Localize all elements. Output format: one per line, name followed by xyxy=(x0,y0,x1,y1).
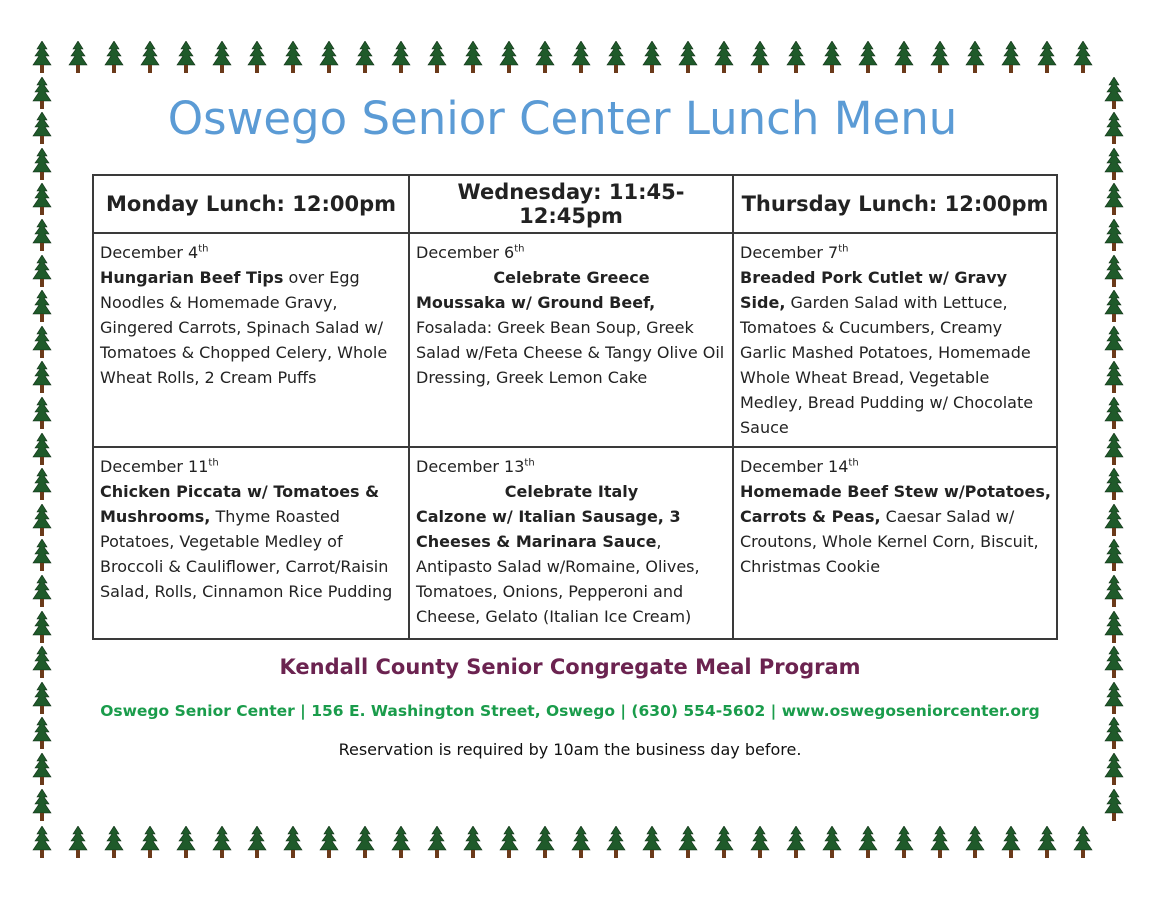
pine-tree-icon xyxy=(930,41,950,75)
menu-cell xyxy=(93,233,409,447)
pine-tree-icon xyxy=(606,826,626,860)
pine-tree-icon xyxy=(678,826,698,860)
pine-tree-icon xyxy=(535,826,555,860)
pine-tree-icon xyxy=(68,41,88,75)
pine-tree-icon xyxy=(68,826,88,860)
pine-tree-icon xyxy=(463,826,483,860)
pine-tree-icon xyxy=(247,826,267,860)
pine-tree-icon xyxy=(894,41,914,75)
pine-tree-icon xyxy=(32,504,52,538)
pine-tree-icon xyxy=(32,148,52,182)
pine-tree-icon xyxy=(1037,41,1057,75)
pine-tree-icon xyxy=(642,41,662,75)
pine-tree-icon xyxy=(32,219,52,253)
pine-tree-icon xyxy=(930,826,950,860)
cell-sides: Garden Salad with Lettuce, Tomatoes & Cucumbers, Creamy Garlic Mashed Potatoes, Homemade Whole Wheat Bread, Vegetable Medley, Bread Pudding w/ Chocolate Sauce xyxy=(740,293,1034,437)
pine-tree-icon xyxy=(391,41,411,75)
cell-main-dish: Breaded Pork Cutlet w/ Gravy Side, xyxy=(740,268,1008,312)
pine-tree-icon xyxy=(32,397,52,431)
pine-tree-icon xyxy=(1001,826,1021,860)
pine-tree-icon xyxy=(1073,41,1093,75)
pine-tree-icon xyxy=(535,41,555,75)
pine-tree-icon xyxy=(1104,183,1124,217)
pine-tree-icon xyxy=(1104,539,1124,573)
cell-theme: Celebrate Greece xyxy=(493,268,650,287)
pine-tree-icon xyxy=(32,789,52,823)
pine-tree-icon xyxy=(1001,41,1021,75)
pine-tree-icon xyxy=(858,41,878,75)
pine-tree-icon xyxy=(32,361,52,395)
pine-tree-icon xyxy=(1073,826,1093,860)
table-row xyxy=(93,233,1057,447)
pine-tree-icon xyxy=(786,826,806,860)
pine-tree-icon xyxy=(32,826,52,860)
page-title: Oswego Senior Center Lunch Menu xyxy=(167,92,958,145)
cell-sides: over Egg Noodles & Homemade Gravy, Gingered Carrots, Spinach Salad w/ Tomatoes & Chopped Celery, Whole Wheat Rolls, 2 Cream Puffs xyxy=(100,268,388,387)
cell-main-dish: Moussaka w/ Ground Beef, xyxy=(416,293,656,312)
pine-tree-icon xyxy=(140,41,160,75)
pine-tree-icon xyxy=(283,826,303,860)
pine-tree-icon xyxy=(212,826,232,860)
pine-tree-icon xyxy=(642,826,662,860)
cell-date: December 4th xyxy=(100,243,209,262)
cell-main-dish: Hungarian Beef Tips xyxy=(100,268,284,287)
pine-tree-icon xyxy=(355,41,375,75)
reservation-note: Reservation is required by 10am the business day before. xyxy=(338,740,802,759)
table-row xyxy=(93,447,1057,639)
pine-tree-icon xyxy=(894,826,914,860)
cell-date: December 7th xyxy=(740,243,849,262)
pine-tree-icon xyxy=(499,826,519,860)
pine-tree-icon xyxy=(1104,255,1124,289)
cell-main-dish: Homemade Beef Stew w/Potatoes, Carrots & Peas, xyxy=(740,482,1051,526)
cell-sides: Thyme Roasted Potatoes, Vegetable Medley of Broccoli & Cauliflower, Carrot/Raisin Salad, Rolls, Cinnamon Rice Pudding xyxy=(100,507,393,601)
cell-date: December 11th xyxy=(100,457,219,476)
pine-tree-icon xyxy=(32,468,52,502)
pine-tree-icon xyxy=(104,826,124,860)
pine-tree-icon xyxy=(140,826,160,860)
pine-tree-icon xyxy=(499,41,519,75)
pine-tree-icon xyxy=(1104,290,1124,324)
menu-cell xyxy=(733,447,1057,639)
pine-tree-icon xyxy=(283,41,303,75)
pine-tree-icon xyxy=(176,826,196,860)
pine-tree-icon xyxy=(750,41,770,75)
menu-cell xyxy=(409,447,733,639)
cell-main-dish: Calzone w/ Italian Sausage, 3 Cheeses & Marinara Sauce xyxy=(416,507,681,551)
pine-tree-icon xyxy=(32,611,52,645)
pine-tree-icon xyxy=(319,41,339,75)
cell-date: December 13th xyxy=(416,457,535,476)
header-thursday: Thursday Lunch: 12:00pm xyxy=(733,175,1057,233)
pine-tree-icon xyxy=(1104,433,1124,467)
pine-tree-icon xyxy=(427,826,447,860)
pine-tree-icon xyxy=(1104,575,1124,609)
pine-tree-icon xyxy=(176,41,196,75)
cell-sides: , Antipasto Salad w/Romaine, Olives, Tomatoes, Onions, Pepperoni and Cheese, Gelato (Italian Ice Cream) xyxy=(416,532,700,626)
pine-tree-icon xyxy=(786,41,806,75)
pine-tree-icon xyxy=(606,41,626,75)
pine-tree-icon xyxy=(463,41,483,75)
menu-cell xyxy=(409,233,733,447)
pine-tree-icon xyxy=(1104,148,1124,182)
header-row xyxy=(93,175,1057,233)
pine-tree-icon xyxy=(32,41,52,75)
pine-tree-icon xyxy=(678,41,698,75)
pine-tree-icon xyxy=(391,826,411,860)
pine-tree-icon xyxy=(571,826,591,860)
pine-tree-icon xyxy=(32,326,52,360)
pine-tree-icon xyxy=(822,41,842,75)
cell-date: December 14th xyxy=(740,457,859,476)
header-wednesday: Wednesday: 11:45-12:45pm xyxy=(409,175,733,233)
pine-tree-icon xyxy=(1104,361,1124,395)
pine-tree-icon xyxy=(1104,397,1124,431)
cell-main-dish: Chicken Piccata w/ Tomatoes & Mushrooms, xyxy=(100,482,380,526)
pine-tree-icon xyxy=(750,826,770,860)
pine-tree-icon xyxy=(247,41,267,75)
pine-tree-icon xyxy=(1104,326,1124,360)
menu-cell xyxy=(93,447,409,639)
pine-tree-icon xyxy=(104,41,124,75)
pine-tree-icon xyxy=(32,433,52,467)
header-monday: Monday Lunch: 12:00pm xyxy=(93,175,409,233)
pine-tree-icon xyxy=(965,826,985,860)
lunch-menu-table xyxy=(92,174,1058,640)
pine-tree-icon xyxy=(32,575,52,609)
pine-tree-icon xyxy=(32,255,52,289)
pine-tree-icon xyxy=(427,41,447,75)
pine-tree-icon xyxy=(965,41,985,75)
pine-tree-icon xyxy=(212,41,232,75)
pine-tree-icon xyxy=(1104,789,1124,823)
pine-tree-icon xyxy=(32,539,52,573)
pine-tree-icon xyxy=(714,826,734,860)
pine-tree-icon xyxy=(1104,219,1124,253)
contact-line: Oswego Senior Center | 156 E. Washington Street, Oswego | (630) 554-5602 | www.oswegoseniorcenter.org xyxy=(100,702,1040,720)
cell-sides: Caesar Salad w/ Croutons, Whole Kernel Corn, Biscuit, Christmas Cookie xyxy=(740,507,1039,576)
pine-tree-icon xyxy=(714,41,734,75)
cell-theme: Celebrate Italy xyxy=(504,482,639,501)
program-name: Kendall County Senior Congregate Meal Program xyxy=(279,655,861,679)
pine-tree-icon xyxy=(355,826,375,860)
cell-sides: Fosalada: Greek Bean Soup, Greek Salad w/Feta Cheese & Tangy Olive Oil Dressing, Greek Lemon Cake xyxy=(416,318,725,387)
pine-tree-icon xyxy=(571,41,591,75)
pine-tree-icon xyxy=(858,826,878,860)
pine-tree-icon xyxy=(1104,468,1124,502)
pine-tree-icon xyxy=(1037,826,1057,860)
pine-tree-icon xyxy=(32,183,52,217)
pine-tree-icon xyxy=(319,826,339,860)
pine-tree-icon xyxy=(822,826,842,860)
pine-tree-icon xyxy=(1104,611,1124,645)
pine-tree-icon xyxy=(1104,504,1124,538)
menu-cell xyxy=(733,233,1057,447)
cell-date: December 6th xyxy=(416,243,525,262)
pine-tree-icon xyxy=(32,290,52,324)
